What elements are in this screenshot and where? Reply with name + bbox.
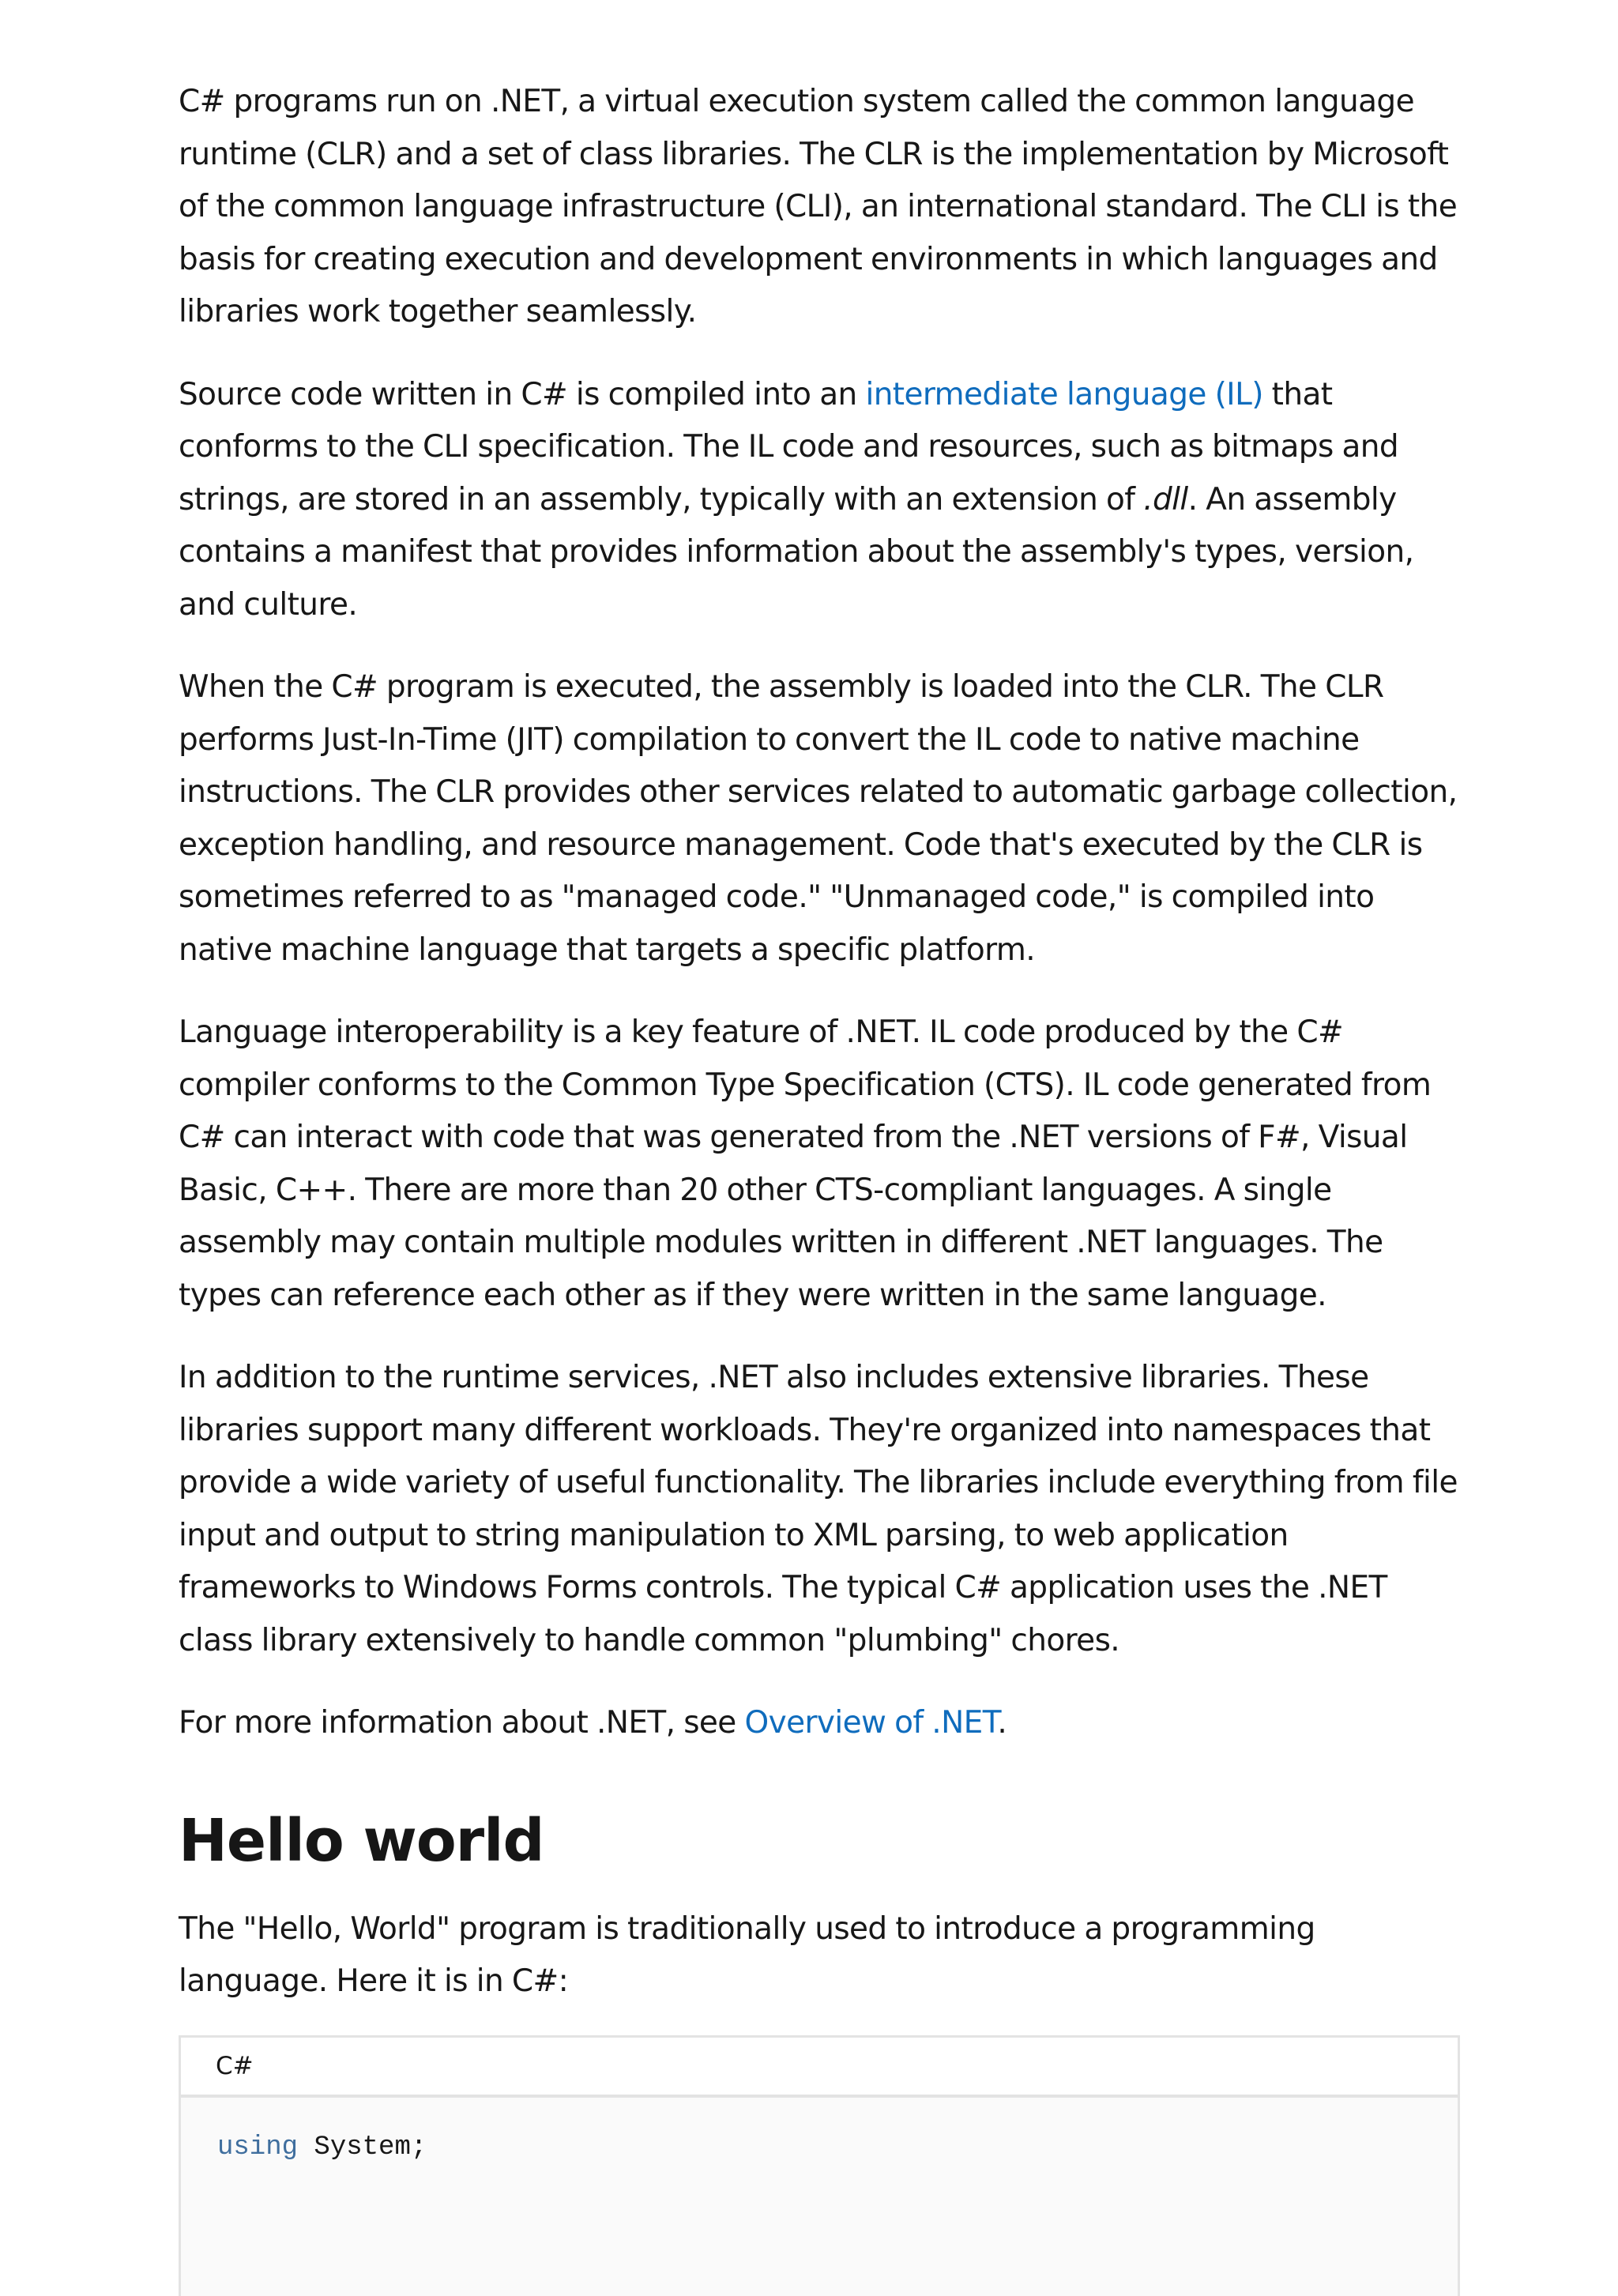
code-text: System; [298, 2132, 427, 2162]
intermediate-language-link[interactable]: intermediate language (IL) [865, 376, 1263, 412]
paragraph-hello-world-intro: The "Hello, World" program is traditionally used to introduce a programming language. Here it is in C#: [179, 1910, 1315, 1999]
code-keyword: using [217, 2132, 299, 2162]
paragraph-text: Source code written in C# is compiled into an [179, 376, 866, 412]
paragraph-language-interoperability: Language interoperability is a key feature of .NET. IL code produced by the C# compiler conforms to the Common Type Specification (CTS). IL code generated from C# can interact with code that was generated from the .NET versions of F#, Visual Basic, C++. There are more than 20 other CTS-compliant languages. A single assembly may contain multiple modules written in different .NET languages. The types can reference each other as if they were written in the same language. [179, 1014, 1432, 1313]
code-language-label: C# [216, 2052, 254, 2080]
paragraph-text: For more information about .NET, see [179, 1705, 745, 1741]
paragraph-text: . An assembly contains a manifest that provides information about the assembly's types, version, and culture. [179, 481, 1414, 623]
dll-extension-text: .dll [1143, 481, 1188, 518]
code-block [179, 2035, 1460, 2296]
paragraph-text: . [997, 1705, 1007, 1741]
code-content[interactable] [181, 2098, 1458, 2166]
paragraph-class-libraries: In addition to the runtime services, .NET also includes extensive libraries. These libraries support many different workloads. They're organized into namespaces that provide a wide variety of useful functionality. The libraries include everything from file input and output to string manipulation to XML parsing, to web application frameworks to Windows Forms controls. The typical C# application uses the .NET class library extensively to handle common "plumbing" chores. [179, 1360, 1458, 1658]
paragraph-jit-compilation: When the C# program is executed, the assembly is loaded into the CLR. The CLR performs Just-In-Time (JIT) compilation to convert the IL code to native machine instructions. The CLR provides other services related to automatic garbage collection, exception handling, and resource management. Code that's executed by the CLR is sometimes referred to as "managed code." "Unmanaged code," is compiled into native machine language that targets a specific platform. [179, 669, 1458, 968]
paragraph-text: that conforms to the CLI specification. The IL code and resources, such as bitmaps and strings, are stored in an assembly, typically with an extension of [179, 376, 1399, 518]
paragraph-clr-intro: C# programs run on .NET, a virtual execution system called the common language runtime (CLR) and a set of class libraries. The CLR is the implementation by Microsoft of the common language infrastructure (CLI), an international standard. The CLI is the basis for creating execution and development environments in which languages and libraries work together seamlessly. [179, 84, 1458, 329]
paragraph-more-info [179, 1697, 1458, 1750]
article-content [179, 76, 1458, 2038]
hello-world-heading: Hello world [179, 1806, 544, 1875]
code-language-header [181, 2038, 1458, 2098]
overview-of-dotnet-link[interactable]: Overview of .NET [744, 1705, 998, 1741]
paragraph-il-compilation [179, 369, 1458, 632]
